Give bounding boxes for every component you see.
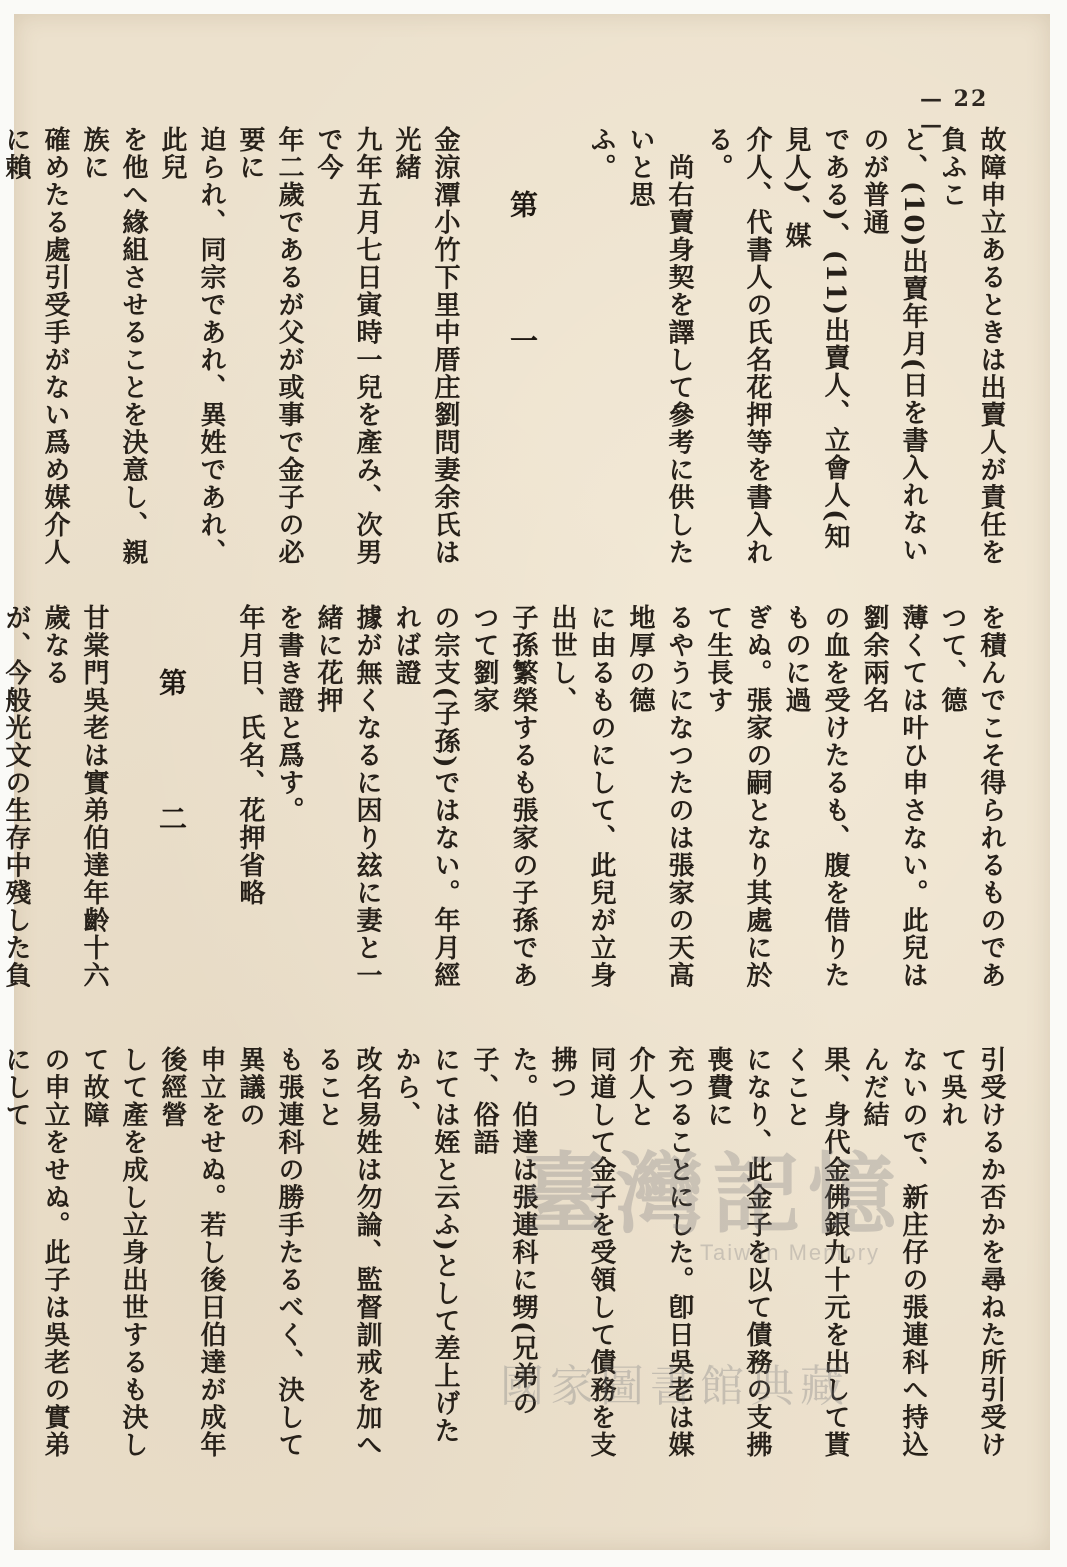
text-line: 故障申立あるときは出賣人が責任を負ふこ: [937, 126, 1006, 566]
text-line: と、(10)出賣年月(日を書入れないのが普通: [859, 126, 928, 565]
watermark-logo: 臺灣記憶: [520, 1142, 905, 1246]
text-line: 金涼潭小竹下里中厝庄劉問妻余氏は光緒: [391, 126, 460, 566]
text-line: ないので、新庄仔の張連科へ持込んだ結: [859, 1046, 928, 1459]
blank-line: [464, 126, 503, 574]
text-line: 年二歲であるが父が或事で金子の必要に: [235, 126, 304, 566]
text-line: 甘棠門吳老は實弟伯達年齡十六歲なる: [40, 604, 109, 989]
section-heading-1: 第 一: [506, 190, 539, 394]
text-line: 薄くては叶ひ申さない。此兒は劉余兩名: [859, 604, 928, 989]
text-line: 充つることにした。卽日吳老は媒介人と: [625, 1046, 694, 1459]
text-line: である)、(11)出賣人、立會人(知見人)、媒: [781, 126, 850, 551]
text-line: 申立をせぬ。若し後日伯達が成年後經營: [157, 1046, 226, 1459]
text-line: を書き證と爲す。: [274, 604, 304, 824]
text-line: 九年五月七日寅時一兒を產み、次男で今: [313, 126, 382, 566]
page-number: — 22 —: [920, 86, 989, 138]
text-line: 引受けるか否かを尋ねた所引受けて吳れ: [937, 1046, 1006, 1459]
vertical-text-middle: [1, 604, 1010, 1014]
text-line: ふ。: [586, 126, 616, 181]
text-block-upper: [1, 126, 1010, 574]
text-line: に由るものにして、此兒が立身出世し、: [547, 604, 616, 989]
watermark-subtitle: Taiwan Memory: [700, 1240, 881, 1265]
text-line: の申立をせぬ。此子は吳老の實弟にして: [1, 1046, 70, 1459]
text-line: 據が無くなるに因り玆に妻と一緒に花押: [313, 604, 382, 989]
text-line: が、今般光文の生存中殘した負: [1, 604, 31, 989]
blank-line: [113, 604, 152, 1014]
text-line: 迫られ、同宗であれ、異姓であれ、此兒: [157, 126, 226, 566]
text-line: た。伯達は張連科に甥(兄弟の子、俗語: [469, 1046, 538, 1418]
text-line: 確めたる處引受手がない爲め媒介人に賴: [1, 126, 70, 566]
text-line: 子孫繁榮するも張家の子孫であつて劉家: [469, 604, 538, 989]
text-line: 尚右賣身契を譯して參考に供したいと思: [625, 126, 694, 566]
text-line: になり、此金子を以て債務の支拂喪費に: [703, 1046, 772, 1459]
text-line: の血を受けたるも、腹を借りたものに過: [781, 604, 850, 989]
text-line: にては姪と云ふ)として差上げたから、: [391, 1046, 460, 1445]
text-line: して產を成し立身出世するも決して故障: [79, 1046, 148, 1459]
text-line: も張連科の勝手たるべく、決して異議の: [235, 1046, 304, 1459]
text-line: を積んでこそ得られるものであつて、德: [937, 604, 1006, 989]
text-line: 果、身代金佛銀九十元を出して貰くこと: [781, 1046, 850, 1459]
text-line: るやうになつたのは張家の天高地厚の德: [625, 604, 694, 989]
blank-line: [542, 126, 581, 574]
signature-line: 年月日、氏名、花押省略: [235, 604, 265, 907]
vertical-text-upper: [1, 126, 1010, 574]
text-line: 介人、代書人の氏名花押等を書入れる。: [703, 126, 772, 566]
blank-line: [191, 604, 230, 1014]
watermark-library-name: 國家圖書館典藏: [500, 1361, 850, 1412]
text-block-middle: [1, 604, 1010, 1014]
section-heading-2: 第 二: [155, 668, 188, 872]
text-line: ぎぬ。張家の嗣となり其處に於て生長す: [703, 604, 772, 989]
text-line: の宗支(子孫)ではない。年月經れば證: [391, 604, 460, 990]
text-line: 改名易姓は勿論、監督訓戒を加へること: [313, 1046, 382, 1459]
text-line: 同道して金子を受領して債務を支拂つ: [547, 1046, 616, 1459]
text-line: を他へ緣組させることを決意し、親族に: [79, 126, 148, 566]
